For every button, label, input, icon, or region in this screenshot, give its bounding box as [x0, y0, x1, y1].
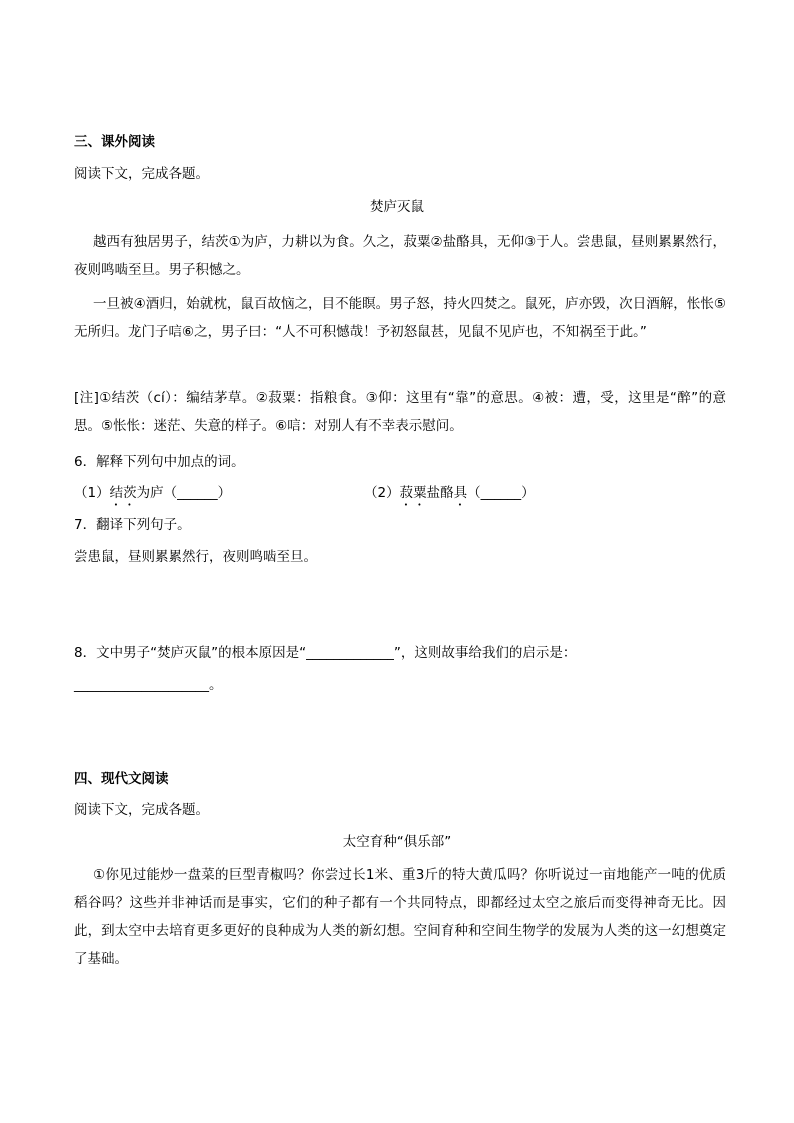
q6-item2-prefix: （2）	[364, 485, 400, 501]
q6-item1-rest: 为庐（______）	[136, 485, 232, 501]
question-7-sentence: 尝患鼠，昼则累累然行，夜则鸣啮至旦。	[74, 549, 317, 565]
section3-notes: [注]①结茨（cí）：编结茅草。②菽粟：指粮食。③仰：这里有“靠”的意思。④被：遭，受，这里是“醉”的意思。⑤怅怅：迷茫、失意的样子。⑥唁：对别人有不幸表示慰问。	[74, 390, 726, 434]
section4-paragraph-1: ①你见过能炒一盘菜的巨型青椒吗？你尝过长1米、重3斤的特大黄瓜吗？你听说过一亩地能产一吨的优质稻谷吗？这些并非神话而是事实，它们的种子都有一个共同特点，即都经过太空之旅后而变得神奇无比。因此，到太空中去培育更多更好的良种成为人类的新幻想。空间育种和空间生物学的发展为人类的这一幻想奠定了基础。	[74, 867, 726, 967]
question-6-item-2	[364, 484, 535, 509]
section4-heading: 四、现代文阅读	[74, 771, 169, 787]
section3-paragraph-1: 越西有独居男子，结茨①为庐，力耕以为食。久之，菽粟②盐酪具，无仰③于人。尝患鼠，昼则累累然行，夜则鸣啮至旦。男子积憾之。	[74, 234, 726, 278]
q6-item2-dotted-word: 菽粟	[399, 485, 427, 501]
question-6-item-1	[74, 484, 231, 509]
section3-title: 焚庐灭鼠	[370, 199, 424, 215]
question-8-line-2: ____________________。	[74, 677, 223, 693]
q6-item2-mid: 盐酪	[426, 485, 454, 501]
section4-title: 太空育种“俱乐部”	[342, 834, 452, 850]
q6-item2-dotted-word-2: 具	[453, 485, 468, 501]
question-8-line-1: 8．文中男子“焚庐灭鼠”的根本原因是“_____________”，这则故事给我们的启示是：	[74, 645, 577, 661]
section3-paragraph-2: 一旦被④酒归，始就枕，鼠百故恼之，目不能瞑。男子怒，持火四焚之。鼠死，庐亦毁，次日酒解，怅怅⑤无所归。龙门子唁⑥之，男子曰：“人不可积憾哉！予初怒鼠甚，见鼠不见庐也，不知祸至于此。”	[74, 296, 726, 340]
q6-item2-rest: （______）	[467, 485, 535, 501]
q6-item1-dotted-word: 结茨	[109, 485, 137, 501]
section4-instruction: 阅读下文，完成各题。	[74, 802, 209, 818]
section3-instruction: 阅读下文，完成各题。	[74, 166, 209, 182]
question-6-prompt: 6．解释下列句中加点的词。	[74, 454, 245, 470]
section3-heading: 三、课外阅读	[74, 134, 155, 150]
question-7-prompt: 7．翻译下列句子。	[74, 517, 191, 533]
q6-item1-prefix: （1）	[74, 485, 110, 501]
